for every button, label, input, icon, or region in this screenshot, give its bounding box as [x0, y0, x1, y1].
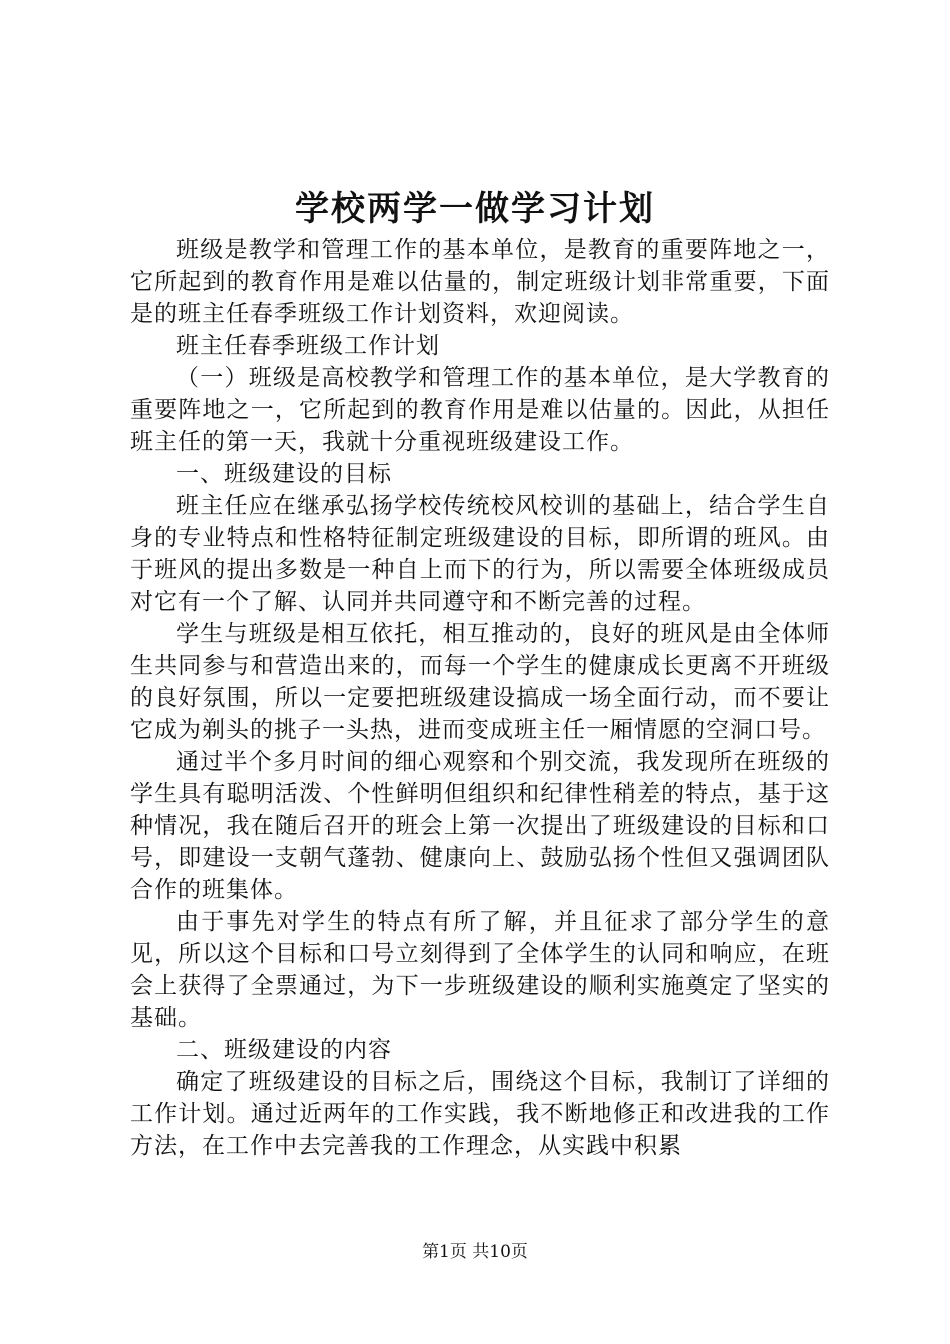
section-heading-goals: 一、班级建设的目标 [176, 461, 392, 487]
paragraph-2: 班主任应在继承弘扬学校传统校风校训的基础上，结合学生自身的专业特点和性格特征制定班级建设的目标，即所谓的班风。由于班风的提出多数是一种自上而下的行为，所以需要全体班级成员对它有一个了解、认同并共同遵守和不断完善的过程。 [130, 493, 830, 615]
section-heading-content: 二、班级建设的内容 [176, 1037, 392, 1063]
document-body [130, 234, 830, 1162]
paragraph-6: 确定了班级建设的目标之后，围绕这个目标，我制订了详细的工作计划。通过近两年的工作实践，我不断地修正和改进我的工作方法，在工作中去完善我的工作理念，从实践中积累 [130, 1069, 830, 1159]
section-heading-plan: 班主任春季班级工作计划 [176, 333, 440, 359]
paragraph-1: （一）班级是高校教学和管理工作的基本单位，是大学教育的重要阵地之一，它所起到的教育作用是难以估量的。因此，从担任班主任的第一天，我就十分重视班级建设工作。 [130, 365, 830, 455]
paragraph-intro: 班级是教学和管理工作的基本单位，是教育的重要阵地之一，它所起到的教育作用是难以估量的，制定班级计划非常重要，下面是的班主任春季班级工作计划资料，欢迎阅读。 [130, 237, 830, 327]
paragraph-4: 通过半个多月时间的细心观察和个别交流，我发现所在班级的学生具有聪明活泼、个性鲜明但组织和纪律性稍差的特点，基于这种情况，我在随后召开的班会上第一次提出了班级建设的目标和口号，即建设一支朝气蓬勃、健康向上、鼓励弘扬个性但又强调团队合作的班集体。 [130, 749, 830, 903]
page-number-footer: 第1页 共10页 [422, 1242, 528, 1262]
paragraph-5: 由于事先对学生的特点有所了解，并且征求了部分学生的意见，所以这个目标和口号立刻得到了全体学生的认同和响应，在班会上获得了全票通过，为下一步班级建设的顺利实施奠定了坚实的基础。 [130, 909, 830, 1031]
paragraph-3: 学生与班级是相互依托，相互推动的，良好的班风是由全体师生共同参与和营造出来的，而每一个学生的健康成长更离不开班级的良好氛围，所以一定要把班级建设搞成一场全面行动，而不要让它成为剃头的挑子一头热，进而变成班主任一厢情愿的空洞口号。 [130, 621, 830, 743]
document-title: 学校两学一做学习计划 [295, 189, 655, 229]
